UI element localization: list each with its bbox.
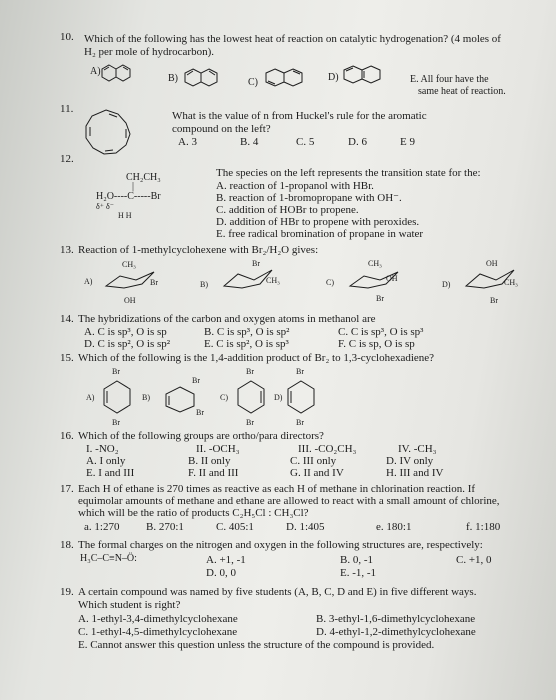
q12-structure-top: CH₂CH₃ [126,172,161,183]
q12-stem: The species on the left represents the transition state for the: [216,167,481,179]
q15-structure-a [100,378,134,416]
q13-number: 13. [60,244,74,256]
q18-structure: H₃C–C≡N–Ö: [80,553,137,564]
q17-number: 17. [60,483,74,495]
q19-option-d: D. 4-ethyl-1,2-dimethylcyclohexane [316,626,476,638]
q14-option-e: E. C is sp², O is sp³ [204,338,289,350]
q15-structure-b [160,384,200,414]
q13-label-a: A) [84,277,93,286]
q11-option-d: D. 6 [348,136,367,148]
q14-stem: The hybridizations of the carbon and oxygen atoms in methanol are [78,313,376,325]
q15-a-bottom-label: Br [112,418,120,427]
q12-structure-bond: | [132,181,135,192]
q16-option-e: E. I and III [86,467,135,479]
q13-c-top-label: CH₃ [368,259,382,268]
q13-a-bottom-label: OH [124,296,136,305]
q12-option-d: D. addition of HBr to propene with peroxides. [216,216,420,228]
q13-b-right-label: CH₃ [266,276,280,285]
q16-option-b: B. II only [188,455,231,467]
q14-option-f: F. C is sp, O is sp [338,338,415,350]
q15-number: 15. [60,352,74,364]
q10-structure-a [100,62,136,92]
q15-structure-d [284,378,318,416]
q15-b-right-label: Br [196,408,204,417]
q12-option-c: C. addition of HOBr to propene. [216,204,359,216]
q17-option-f: f. 1:180 [466,521,501,533]
q14-option-c: C. C is sp³, O is sp³ [338,326,424,338]
q16-option-d: D. IV only [386,455,434,467]
q17-stem-line3: which will be the ratio of products C₂H₅Cl : CH₃Cl? [78,507,309,519]
q10-structure-c [264,66,314,96]
q17-option-e: e. 180:1 [376,521,412,533]
q12-structure-bottom: H H [118,211,132,220]
q12-option-b: B. reaction of 1-bromopropane with OH⁻. [216,192,402,204]
q17-stem-line2: equimolar amounts of methane and ethane are allowed to react with a small amount of chlorine, [78,495,500,507]
q17-option-a: a. 1:270 [84,521,120,533]
q11-stem-line2: compound on the left? [172,123,271,135]
q11-option-e: E 9 [400,136,415,148]
q15-stem: Which of the following is the 1,4-addition product of Br₂ to 1,3-cyclohexadiene? [78,352,435,364]
q14-option-a: A. C is sp³, O is sp [84,326,167,338]
q13-stem: Reaction of 1-methylcyclohexene with Br₂/H₂O gives: [78,244,319,256]
q11-option-b: B. 4 [240,136,259,148]
q16-number: 16. [60,430,74,442]
q16-option-c: C. III only [290,455,337,467]
q12-option-e: E. free radical bromination of propane in water [216,228,424,240]
q19-option-a: A. 1-ethyl-3,4-dimethylcyclohexane [78,613,238,625]
q15-c-bottom-label: Br [246,418,254,427]
q10-number: 10. [60,31,74,43]
q18-option-e: E. -1, -1 [340,567,377,579]
q19-stem-line2: Which student is right? [78,599,181,611]
q17-option-b: B. 270:1 [146,521,184,533]
q18-stem: The formal charges on the nitrogen and oxygen in the following structures are, respectively: [78,539,483,551]
q13-d-right-label: CH₃ [504,278,518,287]
q13-a-right-label: Br [150,278,158,287]
q15-b-top-label: Br [192,376,200,385]
q12-number: 12. [60,153,74,165]
q10-option-e-line1: E. All four have the [410,74,489,85]
q12-structure-charges: δ⁺ δ⁻ [96,202,114,211]
q12-structure-middle: H₂O----C-----Br [96,191,161,202]
q19-number: 19. [60,586,74,598]
q14-number: 14. [60,313,74,325]
q11-option-c: C. 5 [296,136,315,148]
q15-structure-c [234,378,268,416]
q13-c-right-label: OH [386,274,398,283]
q15-label-b: B) [142,393,150,402]
q15-d-top-label: Br [296,367,304,376]
q10-label-d: D) [328,72,339,83]
q16-group-3: III. -CO₂CH₃ [298,443,357,455]
q18-option-a: A. +1, -1 [206,554,246,566]
q13-d-bottom-label: Br [490,296,498,305]
q16-option-g: G. II and IV [290,467,344,479]
q16-stem: Which of the following groups are ortho/para directors? [78,430,324,442]
q15-d-bottom-label: Br [296,418,304,427]
q19-option-b: B. 3-ethyl-1,6-dimethylcyclohexane [316,613,476,625]
q13-a-top-label: CH₃ [122,260,136,269]
q10-label-c: C) [248,77,258,88]
q15-label-c: C) [220,393,228,402]
q16-group-2: II. -OCH₃ [196,443,240,455]
q19-option-e: E. Cannot answer this question unless the structure of the compound is provided. [78,639,435,651]
q16-group-1: I. -NO₂ [86,443,119,455]
q13-c-bottom-label: Br [376,294,384,303]
q10-label-a: A) [90,66,101,77]
q18-option-b: B. 0, -1 [340,554,373,566]
q10-structure-d [342,63,392,93]
q13-label-b: B) [200,280,208,289]
q16-option-h: H. III and IV [386,467,444,479]
q12-option-a: A. reaction of 1-propanol with HBr. [216,180,374,192]
q11-annulene-structure [82,108,138,158]
q18-option-c: C. +1, 0 [456,554,492,566]
q10-stem-line1: Which of the following has the lowest heat of reaction on catalytic hydrogenation? (4 moles of [84,33,501,45]
q10-option-e-line2: same heat of reaction. [418,86,506,97]
q13-label-c: C) [326,278,334,287]
q11-option-a: A. 3 [178,136,197,148]
q11-number: 11. [60,103,74,115]
q16-group-4: IV. -CH₃ [398,443,437,455]
q11-stem-line1: What is the value of n from Huckel's rule for the aromatic [172,110,427,122]
q15-c-top-label: Br [246,367,254,376]
q15-label-a: A) [86,393,95,402]
q19-option-c: C. 1-ethyl-4,5-dimethylcyclohexane [78,626,238,638]
q15-label-d: D) [274,393,283,402]
q15-a-top-label: Br [112,367,120,376]
q13-b-top-label: Br [252,259,260,268]
q14-option-b: B. C is sp³, O is sp² [204,326,290,338]
q10-label-b: B) [168,73,178,84]
q10-structure-b [182,66,230,96]
q16-option-a: A. I only [86,455,126,467]
q14-option-d: D. C is sp², O is sp² [84,338,171,350]
q10-stem-line2: H₂ per mole of hydrocarbon). [84,46,214,58]
q13-label-d: D) [442,280,451,289]
q17-option-c: C. 405:1 [216,521,254,533]
q18-option-d: D. 0, 0 [206,567,236,579]
q16-option-f: F. II and III [188,467,239,479]
q17-option-d: D. 1:405 [286,521,325,533]
q18-number: 18. [60,539,74,551]
q13-d-top-label: OH [486,259,498,268]
q19-stem-line1: A certain compound was named by five students (A, B, C, D and E) in five different ways. [78,586,477,598]
q17-stem-line1: Each H of ethane is 270 times as reactive as each H of methane in chlorination reaction. If [78,483,476,495]
